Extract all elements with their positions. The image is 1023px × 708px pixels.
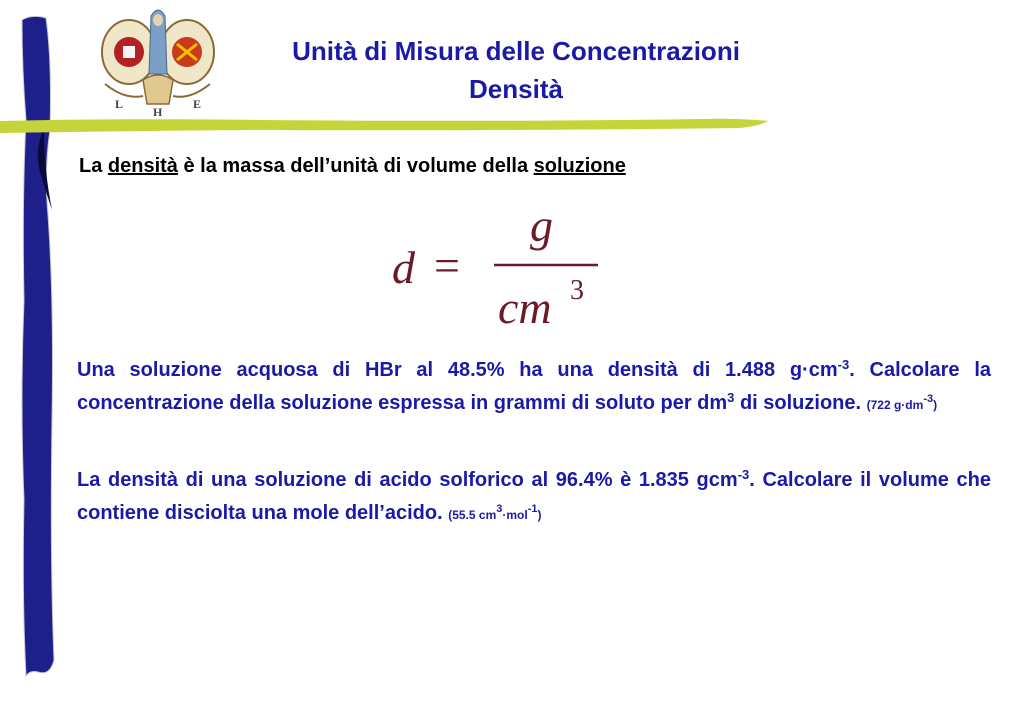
density-formula [390, 205, 610, 340]
definition-sentence [79, 155, 626, 178]
problem-1 [77, 354, 991, 422]
title-line-1: Unità di Misura delle Concentrazioni [292, 36, 740, 66]
formula-numerator: g [530, 205, 553, 251]
logo-letter-l: L [115, 97, 124, 111]
problem-2 [77, 464, 991, 532]
problem-2-text-a: La densità di una soluzione di acido solforico al 96.4% è 1.835 gcm [77, 469, 738, 491]
problem-1-answer-exp: -3 [923, 393, 934, 405]
problem-1-exp-b: 3 [727, 390, 735, 405]
title-line-2: Densità [469, 74, 563, 104]
problem-2-answer-mid: ·mol [502, 508, 528, 522]
problem-2-answer [448, 503, 542, 522]
problem-1-text-a: Una soluzione acquosa di HBr al 48.5% ha una densità di 1.488 g·cm [77, 359, 838, 381]
definition-term-solution: soluzione [533, 155, 626, 177]
problem-1-text-c: di soluzione. [734, 392, 867, 414]
problem-2-answer-a: (55.5 cm [448, 508, 497, 522]
problem-2-answer-exp1: 3 [496, 503, 503, 515]
title-underline-stroke [0, 0, 1023, 140]
definition-term-density: densità [107, 155, 178, 177]
definition-middle: è la massa dell’unità di volume della [177, 155, 534, 177]
problem-2-exp-a: -3 [737, 467, 750, 482]
problem-1-answer-b: ) [933, 398, 938, 412]
problem-1-exp-a: -3 [837, 357, 850, 372]
formula-exponent: 3 [570, 275, 584, 306]
problem-1-text-b: . Calcolare la concentrazione della soluzione espressa in grammi di soluto per dm [77, 359, 991, 414]
definition-prefix: La [79, 155, 108, 177]
problem-1-answer-a: (722 g·dm [866, 398, 924, 412]
formula-equals: = [434, 240, 460, 291]
problem-1-answer [866, 393, 938, 412]
problem-2-text-b: . Calcolare il volume che contiene disciolta una mole dell’acido. [77, 469, 991, 524]
formula-lhs: d [392, 242, 415, 293]
logo-letter-e: E [193, 97, 202, 111]
problem-2-answer-exp2: -1 [527, 503, 538, 515]
problem-2-answer-b: ) [537, 508, 542, 522]
logo-letter-h: H [153, 105, 163, 119]
formula-denominator: cm [498, 282, 552, 333]
